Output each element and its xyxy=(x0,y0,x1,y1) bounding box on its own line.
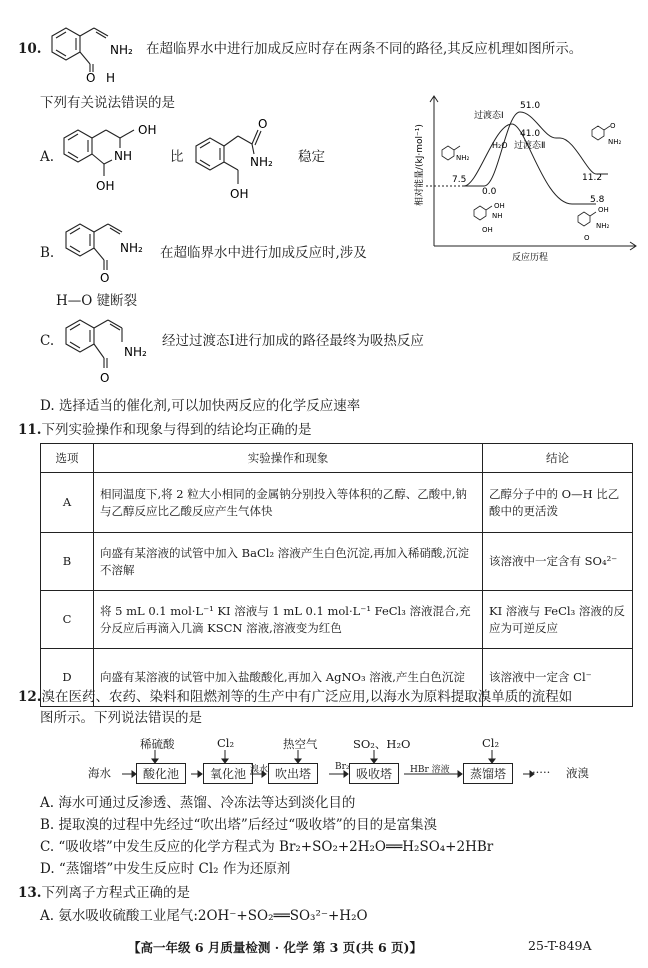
table-cell-option: B xyxy=(41,533,94,591)
flow-start: 海水 xyxy=(88,766,111,780)
table-header-cell: 实验操作和现象 xyxy=(94,444,483,473)
svg-text:OH: OH xyxy=(598,206,609,214)
flow-arrow-label: 溴水 xyxy=(250,765,269,775)
q12-option-a: A. 海水可通过反渗透、蒸馏、冷冻法等达到淡化目的 xyxy=(40,795,356,811)
chart-value-5-8: 5.8 xyxy=(590,195,605,205)
table-cell-option: C xyxy=(41,591,94,649)
q12-option-b: B. 提取溴的过程中先经过“吹出塔”后经过“吸收塔”的目的是富集溴 xyxy=(40,817,438,833)
chart-value-41: 41.0 xyxy=(520,129,541,139)
chart-ts1-label: 过渡态Ⅰ xyxy=(474,111,504,121)
svg-text:OH: OH xyxy=(96,179,115,193)
chart-y-label: 相对能量/(kJ·mol⁻¹) xyxy=(415,124,425,206)
footer-code: 25-T-849A xyxy=(528,938,592,953)
q12-option-d: D. “蒸馏塔”中发生反应时 Cl₂ 作为还原剂 xyxy=(40,861,291,877)
table-row xyxy=(41,591,633,649)
table-cell-conclusion: 该溶液中一定含 Cl⁻ xyxy=(483,649,633,707)
flow-top-label: Cl₂ xyxy=(217,736,235,750)
svg-text:NH: NH xyxy=(492,212,503,220)
q10-option-b-label: B. xyxy=(40,245,55,261)
q10-option-b-line2: H—O 键断裂 xyxy=(56,293,138,309)
table-header-row xyxy=(41,444,633,473)
svg-text:NH₂: NH₂ xyxy=(124,345,147,359)
q10-number: 10. xyxy=(18,41,42,57)
q10-option-a-compare: 比 xyxy=(170,149,184,165)
flow-box-absorb: 吸收塔 xyxy=(349,763,399,784)
svg-text:NH₂: NH₂ xyxy=(456,154,470,162)
flow-arrow-label: Br₂ xyxy=(335,762,350,772)
svg-text:OH: OH xyxy=(494,202,505,210)
table-header-cell: 结论 xyxy=(483,444,633,473)
flow-dots: ····· xyxy=(532,765,551,779)
table-cell-conclusion: 乙醇分子中的 O—H 比乙酸中的更活泼 xyxy=(483,473,633,533)
energy-profile-diagram xyxy=(412,94,640,264)
svg-text:O: O xyxy=(610,122,616,130)
table-cell-operation: 将 5 mL 0.1 mol·L⁻¹ KI 溶液与 1 mL 0.1 mol·L⁻¹ FeCl₃ 溶液混合,充分反应后再滴入几滴 KSCN 溶液,溶液变为红色 xyxy=(94,591,483,649)
q12-stem-line1: 12.溴在医药、农药、染料和阻燃剂等的生产中有广泛应用,以海水为原料提取溴单质的流程如 xyxy=(18,689,573,705)
svg-text:NH₂: NH₂ xyxy=(596,222,610,230)
svg-text:O: O xyxy=(584,234,590,242)
q10-option-d: D. 选择适当的催化剂,可以加快两反应的化学反应速率 xyxy=(40,398,361,414)
isoquinolinone-structure-stem xyxy=(40,8,150,86)
ring-opened-structure xyxy=(188,110,298,202)
svg-text:O: O xyxy=(258,117,268,131)
q11-table xyxy=(40,443,633,707)
table-cell-conclusion: 该溶液中一定含有 SO₄²⁻ xyxy=(483,533,633,591)
chart-intermediate-glyph xyxy=(474,206,492,220)
table-row xyxy=(41,473,633,533)
q12-option-c: C. “吸收塔”中发生反应的化学方程式为 Br₂+SO₂+2H₂O══H₂SO₄+2HBr xyxy=(40,839,494,855)
q10-option-a-text: 稳定 xyxy=(298,149,325,165)
flow-top-label: SO₂、H₂O xyxy=(353,737,411,751)
chart-h2o-label: H₂O xyxy=(492,141,508,150)
table-cell-operation: 向盛有某溶液的试管中加入盐酸酸化,再加入 AgNO₃ 溶液,产生白色沉淀 xyxy=(94,649,483,707)
flow-top-label: Cl₂ xyxy=(482,736,500,750)
flow-box-acidify: 酸化池 xyxy=(136,763,186,784)
svg-text:H: H xyxy=(106,71,116,85)
isoquinolinone-structure-b xyxy=(58,210,162,286)
footer-title: 【高一年级 6 月质量检测 · 化学 第 3 页(共 6 页)】 xyxy=(128,940,422,955)
flow-arrow-label: HBr 溶液 xyxy=(410,765,450,775)
svg-text:NH₂: NH₂ xyxy=(120,241,143,255)
table-row xyxy=(41,533,633,591)
svg-text:OH: OH xyxy=(230,187,249,201)
q10-option-a-label: A. xyxy=(40,149,55,165)
table-cell-operation: 向盛有某溶液的试管中加入 BaCl₂ 溶液产生白色沉淀,再加入稀硝酸,沉淀不溶解 xyxy=(94,533,483,591)
q12-stem-line2: 图所示。下列说法错误的是 xyxy=(40,710,202,726)
q10-ask: 下列有关说法错误的是 xyxy=(40,95,175,111)
q13-stem: 13.下列离子方程式正确的是 xyxy=(18,885,190,901)
table-header-cell: 选项 xyxy=(41,444,94,473)
flow-top-label: 热空气 xyxy=(283,737,318,751)
svg-text:O: O xyxy=(100,371,110,385)
svg-text:O: O xyxy=(100,271,110,285)
svg-text:NH₂: NH₂ xyxy=(250,155,273,169)
q10-option-c-label: C. xyxy=(40,333,55,349)
chart-value-11-2: 11.2 xyxy=(582,173,603,183)
svg-text:NH₂: NH₂ xyxy=(110,43,133,57)
flow-box-blow: 吹出塔 xyxy=(268,763,318,784)
table-cell-option: A xyxy=(41,473,94,533)
flow-top-label: 稀硫酸 xyxy=(140,737,175,751)
q10-stem: 在超临界水中进行加成反应时存在两条不同的路径,其反应机理如图所示。 xyxy=(146,41,583,57)
chart-value-0: 0.0 xyxy=(482,187,497,197)
tetrahydro-diol-structure xyxy=(56,114,174,198)
chart-x-label: 反应历程 xyxy=(512,253,549,263)
table-cell-conclusion: KI 溶液与 FeCl₃ 溶液的反应为可逆反应 xyxy=(483,591,633,649)
chart-value-51: 51.0 xyxy=(520,101,541,111)
chart-ts2-label: 过渡态Ⅱ xyxy=(514,141,546,151)
q10-option-c-text: 经过过渡态Ⅰ进行加成的路径最终为吸热反应 xyxy=(162,333,424,349)
isoquinolinone-structure-c xyxy=(58,306,162,386)
svg-text:NH: NH xyxy=(114,149,132,163)
svg-text:OH: OH xyxy=(138,123,157,137)
svg-text:OH: OH xyxy=(482,226,493,234)
q13-option-a: A. 氨水吸收硫酸工业尾气:2OH⁻+SO₂══SO₃²⁻+H₂O xyxy=(40,908,368,924)
flow-box-oxidize: 氧化池 xyxy=(203,763,253,784)
chart-product-ts1-glyph xyxy=(578,212,596,226)
table-cell-option: D xyxy=(41,649,94,707)
svg-text:O: O xyxy=(86,71,96,85)
chart-value-7-5: 7.5 xyxy=(452,175,467,185)
q10-option-b-text: 在超临界水中进行加成反应时,涉及 xyxy=(160,245,367,261)
flow-box-distill: 蒸馏塔 xyxy=(463,763,513,784)
table-cell-operation: 相同温度下,将 2 粒大小相同的金属钠分别投入等体积的乙醇、乙酸中,钠与乙醇反应比乙酸反应产生气体快 xyxy=(94,473,483,533)
q11-stem: 11.下列实验操作和现象与得到的结论均正确的是 xyxy=(18,422,312,438)
flow-end: 液溴 xyxy=(566,766,589,780)
svg-text:NH₂: NH₂ xyxy=(608,138,622,146)
